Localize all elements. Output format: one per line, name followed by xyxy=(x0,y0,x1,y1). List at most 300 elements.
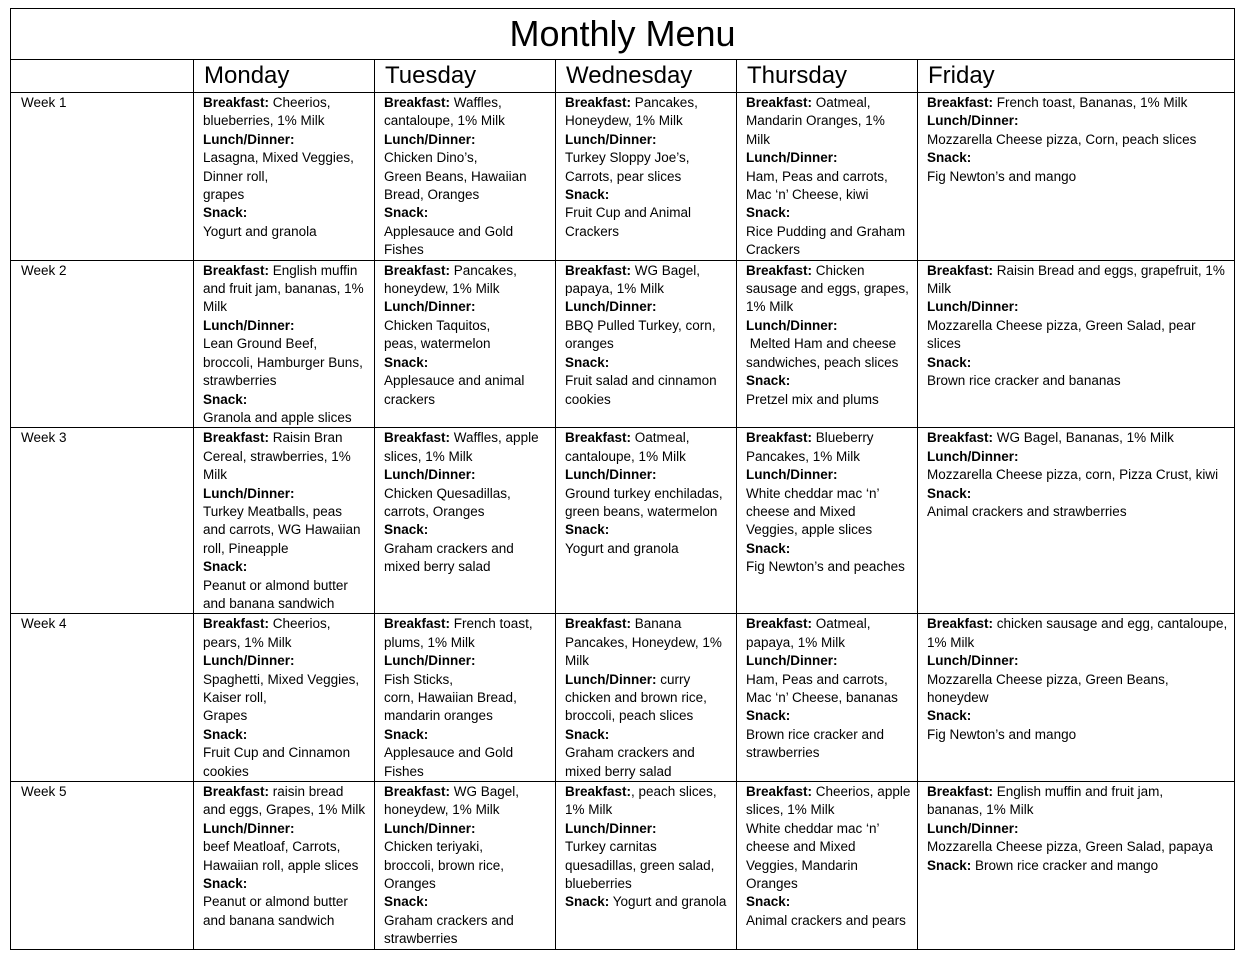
meal-items: Pancakes, 1% Milk xyxy=(746,448,861,464)
menu-line xyxy=(384,262,551,280)
meal-items: Lean Ground Beef, xyxy=(203,336,318,352)
menu-line xyxy=(746,783,913,801)
meal-items: roll, Pineapple xyxy=(203,540,289,556)
menu-line xyxy=(746,744,913,762)
week-row xyxy=(11,93,1235,261)
menu-line xyxy=(565,354,732,372)
menu-line xyxy=(203,744,370,762)
week-row xyxy=(11,614,1235,782)
menu-line xyxy=(384,838,551,856)
meal-label: Breakfast: xyxy=(384,784,451,800)
menu-line xyxy=(565,801,732,819)
menu-line xyxy=(384,448,551,466)
meal-label: Lunch/Dinner: xyxy=(203,653,295,669)
meal-items: cookies xyxy=(203,763,249,779)
meal-items: and fruit jam, bananas, 1% xyxy=(203,281,364,297)
week-label: Week 4 xyxy=(11,614,194,782)
menu-line xyxy=(203,168,370,186)
meal-items: Blueberry xyxy=(812,430,874,446)
meal-label: Breakfast: xyxy=(565,262,632,278)
meal-items: Yogurt and granola xyxy=(203,223,317,239)
meal-label: Lunch/Dinner: xyxy=(927,299,1019,315)
meal-items: honeydew, 1% Milk xyxy=(384,802,500,818)
meal-items: Crackers xyxy=(565,223,620,239)
menu-line xyxy=(565,131,732,149)
meal-items: green beans, watermelon xyxy=(565,503,718,519)
day-header-thursday: Thursday xyxy=(737,60,918,93)
meal-items: corn, Hawaiian Bread, xyxy=(384,690,517,705)
day-header-tuesday: Tuesday xyxy=(375,60,556,93)
menu-line xyxy=(746,893,913,911)
menu-line xyxy=(746,262,913,280)
meal-items: Oranges xyxy=(384,876,436,892)
menu-line xyxy=(746,391,913,409)
menu-line xyxy=(203,577,370,595)
menu-line xyxy=(384,131,551,149)
meal-label: Snack: xyxy=(927,485,972,501)
menu-cell-friday xyxy=(918,614,1235,782)
week-row xyxy=(11,782,1235,950)
meal-items: mandarin oranges xyxy=(384,708,493,724)
menu-line xyxy=(565,875,732,893)
menu-line xyxy=(746,466,913,484)
meal-label: Snack: xyxy=(565,726,610,742)
meal-label: Lunch/Dinner: xyxy=(565,467,657,483)
menu-line xyxy=(384,466,551,484)
week-label: Week 1 xyxy=(11,93,194,261)
menu-line xyxy=(927,838,1230,856)
meal-items: WG Bagel, Bananas, 1% Milk xyxy=(993,430,1174,446)
meal-items: White cheddar mac ‘n’ xyxy=(746,485,880,501)
menu-line xyxy=(565,503,732,521)
meal-items: Ground turkey enchiladas, xyxy=(565,485,723,501)
meal-items: Fishes xyxy=(384,242,424,258)
menu-line xyxy=(565,429,732,447)
meal-items: Pancakes, Honeydew, 1% xyxy=(565,634,722,650)
meal-label: Breakfast: xyxy=(565,95,632,110)
menu-line xyxy=(746,615,913,633)
meal-label: Lunch/Dinner: xyxy=(203,820,295,836)
meal-label: Lunch/Dinner: xyxy=(384,653,476,669)
meal-items: cheese and Mixed xyxy=(746,839,856,855)
menu-line xyxy=(565,634,732,652)
menu-line xyxy=(746,503,913,521)
meal-label: Lunch/Dinner: xyxy=(203,485,295,501)
menu-line xyxy=(746,149,913,167)
meal-items: Cheerios, apple xyxy=(812,784,911,800)
menu-line xyxy=(384,615,551,633)
meal-items: Dinner roll, xyxy=(203,168,269,184)
menu-line xyxy=(746,820,913,838)
menu-line xyxy=(565,298,732,316)
meal-label: Breakfast: xyxy=(203,430,270,446)
meal-items: Cheerios, xyxy=(269,616,331,632)
menu-line xyxy=(746,186,913,204)
meal-items: Mac ‘n’ Cheese, kiwi xyxy=(746,187,869,203)
meal-items: Carrots, pear slices xyxy=(565,168,682,184)
meal-items: BBQ Pulled Turkey, corn, xyxy=(565,317,716,333)
meal-items: Mac ‘n’ Cheese, bananas xyxy=(746,690,898,705)
meal-items: Animal crackers and strawberries xyxy=(927,503,1127,519)
meal-items: Fishes xyxy=(384,763,424,779)
menu-line xyxy=(384,634,551,652)
menu-line xyxy=(746,131,913,149)
meal-label: Breakfast: xyxy=(203,262,270,278)
menu-cell-thursday xyxy=(737,428,918,614)
menu-cell-tuesday xyxy=(375,260,556,428)
meal-items: Milk xyxy=(203,299,227,315)
meal-items: blueberries xyxy=(565,876,632,892)
menu-line xyxy=(384,223,551,241)
meal-items: French toast, xyxy=(450,616,533,632)
menu-line xyxy=(927,857,1230,875)
menu-line xyxy=(384,280,551,298)
meal-items: and eggs, Grapes, 1% Milk xyxy=(203,802,366,818)
menu-cell-monday xyxy=(194,614,375,782)
menu-line xyxy=(927,466,1230,484)
meal-items: 1% Milk xyxy=(565,802,613,818)
meal-items: Applesauce and Gold xyxy=(384,745,514,761)
meal-items: Mozzarella Cheese pizza, Green Salad, pear xyxy=(927,317,1196,333)
menu-line xyxy=(746,689,913,707)
meal-items: strawberries xyxy=(746,745,820,761)
day-header-friday: Friday xyxy=(918,60,1235,93)
menu-line xyxy=(927,298,1230,316)
meal-label: Snack: xyxy=(927,150,972,166)
menu-line xyxy=(565,204,732,222)
meal-items: crackers xyxy=(384,391,436,407)
menu-line xyxy=(384,558,551,576)
meal-items: Pretzel mix and plums xyxy=(746,391,879,407)
menu-line xyxy=(384,391,551,409)
meal-label: Lunch/Dinner: xyxy=(565,299,657,315)
menu-line xyxy=(746,204,913,222)
menu-line xyxy=(384,335,551,353)
menu-line xyxy=(565,671,732,689)
meal-label: Breakfast: xyxy=(565,430,632,446)
meal-items: broccoli, Hamburger Buns, xyxy=(203,354,363,370)
menu-line xyxy=(927,280,1230,298)
meal-label: Lunch/Dinner: xyxy=(927,653,1019,669)
meal-items: Grapes xyxy=(203,708,248,724)
meal-label: Snack: xyxy=(565,894,610,910)
page-title: Monthly Menu xyxy=(11,9,1235,60)
meal-items: Chicken xyxy=(812,262,865,278)
meal-items: Kaiser roll, xyxy=(203,690,267,705)
menu-line xyxy=(384,744,551,762)
menu-line xyxy=(203,149,370,167)
menu-line xyxy=(927,615,1230,633)
meal-items: Ham, Peas and carrots, xyxy=(746,168,888,184)
menu-line xyxy=(927,671,1230,689)
menu-cell-wednesday xyxy=(556,428,737,614)
meal-items: WG Bagel, xyxy=(450,784,520,800)
menu-line xyxy=(927,372,1230,390)
menu-line xyxy=(927,354,1230,372)
meal-items: and banana sandwich xyxy=(203,595,335,611)
meal-items: Mozzarella Cheese pizza, Green Beans, xyxy=(927,671,1169,687)
menu-line xyxy=(384,429,551,447)
meal-label: Lunch/Dinner: xyxy=(565,671,657,687)
menu-line xyxy=(565,112,732,130)
menu-line xyxy=(746,94,913,112)
meal-items: Bread, Oranges xyxy=(384,187,480,203)
meal-label: Lunch/Dinner: xyxy=(927,448,1019,464)
meal-label: Breakfast: xyxy=(384,430,451,446)
meal-label: Lunch/Dinner: xyxy=(203,131,295,147)
menu-cell-monday xyxy=(194,428,375,614)
meal-items: Brown rice cracker and bananas xyxy=(927,373,1121,389)
meal-items: Waffles, xyxy=(450,95,502,110)
menu-line xyxy=(384,298,551,316)
week-label: Week 2 xyxy=(11,260,194,428)
menu-line xyxy=(746,168,913,186)
meal-items: Chicken Quesadillas, xyxy=(384,485,511,501)
menu-line xyxy=(565,707,732,725)
meal-items: sandwiches, peach slices xyxy=(746,354,899,370)
menu-line xyxy=(384,149,551,167)
meal-items: Brown rice cracker and xyxy=(746,726,885,742)
menu-line xyxy=(203,391,370,409)
menu-line xyxy=(384,241,551,259)
meal-items: carrots, Oranges xyxy=(384,503,485,519)
meal-items: 1% Milk xyxy=(927,634,975,650)
meal-label: Snack: xyxy=(203,876,248,892)
menu-line xyxy=(565,372,732,390)
meal-items: Pancakes, xyxy=(450,262,517,278)
meal-items: Fruit salad and cinnamon xyxy=(565,373,717,389)
menu-line xyxy=(384,652,551,670)
menu-line xyxy=(384,893,551,911)
meal-label: Snack: xyxy=(384,522,429,538)
menu-line xyxy=(203,820,370,838)
meal-items: Raisin Bread and eggs, grapefruit, 1% xyxy=(993,262,1225,278)
meal-items: English muffin and fruit jam, xyxy=(993,784,1164,800)
menu-line xyxy=(565,391,732,409)
meal-label: Snack: xyxy=(746,894,791,910)
menu-line xyxy=(384,540,551,558)
menu-line xyxy=(565,94,732,112)
meal-items: Peanut or almond butter xyxy=(203,894,348,910)
menu-line xyxy=(203,429,370,447)
menu-line xyxy=(203,634,370,652)
meal-label: Snack: xyxy=(746,373,791,389)
menu-line xyxy=(203,558,370,576)
meal-items: Graham crackers and xyxy=(384,540,514,556)
meal-label: Breakfast: xyxy=(927,95,994,110)
meal-label: Snack: xyxy=(746,708,791,724)
menu-line xyxy=(384,783,551,801)
menu-line xyxy=(927,503,1230,521)
menu-line xyxy=(384,317,551,335)
menu-cell-monday xyxy=(194,782,375,950)
meal-label: Lunch/Dinner: xyxy=(746,653,838,669)
meal-label: Breakfast: xyxy=(746,784,813,800)
menu-line xyxy=(746,540,913,558)
meal-items: Hawaiian roll, apple slices xyxy=(203,857,359,873)
menu-line xyxy=(203,783,370,801)
menu-line xyxy=(203,485,370,503)
meal-items: Cereal, strawberries, 1% xyxy=(203,448,351,464)
menu-line xyxy=(927,820,1230,838)
meal-items: Oatmeal, xyxy=(812,616,871,632)
menu-line xyxy=(927,726,1230,744)
meal-items: Chicken teriyaki, xyxy=(384,839,484,855)
meal-items: plums, 1% Milk xyxy=(384,634,475,650)
menu-line xyxy=(746,707,913,725)
meal-items: Veggies, apple slices xyxy=(746,522,873,538)
meal-label: Snack: xyxy=(384,205,429,221)
menu-line xyxy=(565,838,732,856)
meal-items: strawberries xyxy=(203,373,277,389)
meal-label: Breakfast: xyxy=(927,616,994,632)
meal-items: honeydew, 1% Milk xyxy=(384,281,500,297)
menu-line xyxy=(384,707,551,725)
meal-label: Lunch/Dinner: xyxy=(565,131,657,147)
menu-line xyxy=(203,503,370,521)
meal-label: Snack: xyxy=(384,726,429,742)
menu-line xyxy=(384,204,551,222)
menu-cell-friday xyxy=(918,782,1235,950)
meal-label: Snack: xyxy=(203,205,248,221)
meal-items: 1% Milk xyxy=(746,299,794,315)
meal-label: Snack: xyxy=(565,522,610,538)
meal-items: Chicken Taquitos, xyxy=(384,317,491,333)
menu-line xyxy=(203,335,370,353)
menu-line xyxy=(203,131,370,149)
menu-line xyxy=(927,783,1230,801)
meal-items: Fig Newton’s and mango xyxy=(927,168,1077,184)
menu-line xyxy=(203,409,370,427)
meal-label: Breakfast: xyxy=(384,95,451,110)
menu-line xyxy=(203,595,370,613)
menu-line xyxy=(927,634,1230,652)
menu-line xyxy=(565,448,732,466)
meal-label: Snack: xyxy=(203,559,248,575)
meal-items: curry xyxy=(656,671,691,687)
meal-items: slices, 1% Milk xyxy=(384,448,473,464)
meal-items: Turkey carnitas xyxy=(565,839,657,855)
menu-line xyxy=(927,485,1230,503)
menu-line xyxy=(565,540,732,558)
menu-line xyxy=(746,671,913,689)
meal-label: Breakfast: xyxy=(384,616,451,632)
meal-items: Spaghetti, Mixed Veggies, xyxy=(203,671,360,687)
meal-label: Breakfast: xyxy=(203,95,270,110)
meal-items: slices xyxy=(927,336,961,352)
meal-items: papaya, 1% Milk xyxy=(746,634,846,650)
monthly-menu-table xyxy=(10,8,1235,950)
menu-cell-wednesday xyxy=(556,614,737,782)
meal-items: chicken sausage and egg, cantaloupe, xyxy=(993,616,1228,632)
meal-label: Breakfast: xyxy=(746,616,813,632)
meal-label: Snack: xyxy=(746,205,791,221)
menu-line xyxy=(746,652,913,670)
meal-items: Brown rice cracker and mango xyxy=(971,857,1159,873)
meal-items: Fig Newton’s and peaches xyxy=(746,559,905,575)
menu-line xyxy=(565,820,732,838)
meal-items: cheese and Mixed xyxy=(746,503,856,519)
menu-cell-tuesday xyxy=(375,782,556,950)
menu-line xyxy=(746,801,913,819)
menu-cell-tuesday xyxy=(375,614,556,782)
menu-cell-thursday xyxy=(737,93,918,261)
menu-line xyxy=(203,223,370,241)
menu-line xyxy=(203,112,370,130)
meal-items: cookies xyxy=(565,391,611,407)
menu-line xyxy=(746,912,913,930)
menu-line xyxy=(746,112,913,130)
meal-items: Melted Ham and cheese xyxy=(746,336,897,352)
menu-line xyxy=(203,801,370,819)
menu-line xyxy=(565,186,732,204)
meal-items: Applesauce and Gold xyxy=(384,223,514,239)
meal-items: Veggies, Mandarin xyxy=(746,857,858,873)
meal-items: honeydew xyxy=(927,690,989,705)
menu-line xyxy=(927,707,1230,725)
menu-line xyxy=(927,335,1230,353)
menu-line xyxy=(927,112,1230,130)
menu-line xyxy=(384,485,551,503)
menu-line xyxy=(746,726,913,744)
meal-items: Mozzarella Cheese pizza, Green Salad, papaya xyxy=(927,839,1213,855)
day-header-wednesday: Wednesday xyxy=(556,60,737,93)
meal-label: Breakfast: xyxy=(927,262,994,278)
menu-line xyxy=(203,186,370,204)
menu-line xyxy=(384,372,551,390)
meal-items: slices, 1% Milk xyxy=(746,802,835,818)
menu-line xyxy=(565,223,732,241)
menu-line xyxy=(746,317,913,335)
menu-line xyxy=(565,317,732,335)
title-row xyxy=(11,9,1235,60)
meal-items: French toast, Bananas, 1% Milk xyxy=(993,95,1188,110)
menu-cell-thursday xyxy=(737,260,918,428)
meal-items: White cheddar mac ‘n’ xyxy=(746,820,880,836)
menu-line xyxy=(203,912,370,930)
menu-line xyxy=(384,503,551,521)
meal-items: Oatmeal, xyxy=(812,95,871,110)
meal-label: Snack: xyxy=(203,391,248,407)
meal-items: Cheerios, xyxy=(269,95,331,110)
meal-label: Snack: xyxy=(927,857,972,873)
menu-line xyxy=(384,168,551,186)
menu-line xyxy=(927,429,1230,447)
meal-items: and banana sandwich xyxy=(203,912,335,928)
week-row xyxy=(11,428,1235,614)
menu-cell-thursday xyxy=(737,614,918,782)
menu-line xyxy=(927,317,1230,335)
menu-cell-tuesday xyxy=(375,93,556,261)
menu-line xyxy=(203,94,370,112)
meal-label: Lunch/Dinner: xyxy=(927,820,1019,836)
menu-line xyxy=(384,94,551,112)
meal-items: Turkey Sloppy Joe’s, xyxy=(565,150,690,166)
meal-label: Lunch/Dinner: xyxy=(203,317,295,333)
menu-line xyxy=(565,485,732,503)
meal-label: Breakfast: xyxy=(927,430,994,446)
day-header-row xyxy=(11,60,1235,93)
meal-items: Mozzarella Cheese pizza, corn, Pizza Crust, kiwi xyxy=(927,467,1219,483)
menu-line xyxy=(746,857,913,875)
meal-label: Breakfast: xyxy=(384,262,451,278)
meal-label: Snack: xyxy=(746,540,791,556)
meal-label: Breakfast: xyxy=(565,616,632,632)
meal-items: grapes xyxy=(203,187,245,203)
menu-line xyxy=(746,634,913,652)
menu-line xyxy=(203,317,370,335)
meal-items: Yogurt and granola xyxy=(565,540,679,556)
